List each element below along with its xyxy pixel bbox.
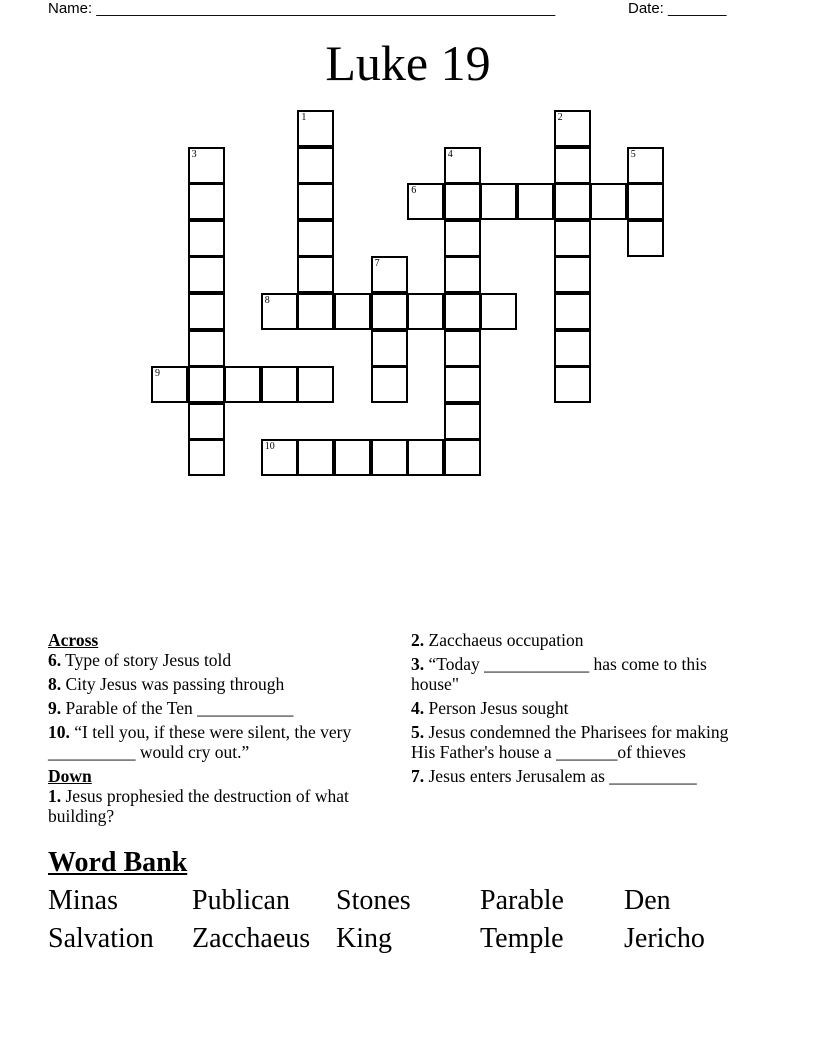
clue-text: Type of story Jesus told (61, 650, 232, 670)
word-bank-word: Den (624, 885, 671, 916)
clue-text: City Jesus was passing through (61, 674, 285, 694)
word-bank-word: Stones (336, 885, 411, 916)
crossword-cell[interactable] (371, 366, 408, 403)
crossword-cell[interactable] (554, 256, 591, 293)
clue-item (411, 698, 751, 718)
crossword-cell[interactable] (151, 366, 188, 403)
crossword-cell[interactable] (554, 293, 591, 330)
crossword-cell[interactable] (480, 293, 517, 330)
word-bank-word: Zacchaeus (192, 923, 311, 954)
clue-text: Jesus enters Jerusalem as __________ (424, 766, 697, 786)
crossword-cell[interactable] (554, 110, 591, 147)
clue-text: Jesus condemned the Pharisees for making His Father's house a _______of thieves (411, 722, 729, 762)
clue-item (48, 698, 368, 718)
crossword-cell[interactable] (261, 439, 298, 476)
crossword-cell[interactable] (371, 256, 408, 293)
down-heading: Down (48, 766, 92, 786)
clue-number-label: 7. (411, 766, 425, 786)
crossword-cell[interactable] (297, 256, 334, 293)
crossword-cell[interactable] (188, 183, 225, 220)
crossword-cell[interactable] (444, 403, 481, 440)
word-bank-word: Parable (480, 885, 564, 916)
clue-number: 2 (557, 112, 563, 123)
crossword-cell[interactable] (297, 147, 334, 184)
crossword-cell[interactable] (444, 256, 481, 293)
clue-text: Jesus prophesied the destruction of what building? (48, 786, 349, 826)
word-bank-word: Minas (48, 885, 118, 916)
clues-right-column (411, 630, 751, 790)
crossword-cell[interactable] (407, 293, 444, 330)
clue-item (411, 766, 751, 786)
crossword-cell[interactable] (554, 147, 591, 184)
crossword-cell[interactable] (554, 330, 591, 367)
crossword-cell[interactable] (188, 256, 225, 293)
crossword-cell[interactable] (297, 439, 334, 476)
crossword-cell[interactable] (188, 220, 225, 257)
clue-number: 8 (264, 295, 270, 306)
crossword-cell[interactable] (444, 439, 481, 476)
clue-item (48, 722, 368, 762)
word-bank-word: King (336, 923, 392, 954)
crossword-cell[interactable] (590, 183, 627, 220)
crossword-cell[interactable] (517, 183, 554, 220)
word-bank-word: Publican (192, 885, 290, 916)
clue-item (48, 674, 368, 694)
crossword-cell[interactable] (188, 330, 225, 367)
clue-item (411, 654, 751, 694)
crossword-cell[interactable] (188, 403, 225, 440)
crossword-cell[interactable] (261, 293, 298, 330)
clue-number-label: 9. (48, 698, 62, 718)
clue-number: 9 (155, 368, 160, 380)
crossword-cell[interactable] (334, 439, 371, 476)
crossword-cell[interactable] (444, 147, 481, 184)
clue-text: Parable of the Ten ___________ (61, 698, 294, 718)
crossword-cell[interactable] (188, 439, 225, 476)
crossword-cell[interactable] (371, 439, 408, 476)
crossword-cell[interactable] (554, 220, 591, 257)
clue-text: Zacchaeus occupation (424, 630, 584, 650)
clue-item (48, 650, 368, 670)
clue-number-label: 10. (48, 722, 70, 742)
date-field-label[interactable]: Date: _______ (628, 0, 727, 17)
clue-number: 6 (411, 185, 417, 197)
crossword-cell[interactable] (554, 183, 591, 220)
clue-number: 7 (374, 258, 380, 270)
page-title: Luke 19 (325, 35, 491, 91)
crossword-cell[interactable] (554, 366, 591, 403)
clue-number-label: 3. (411, 654, 425, 674)
clue-item (411, 722, 751, 762)
clue-number-label: 4. (411, 698, 425, 718)
clue-number-label: 2. (411, 630, 425, 650)
clue-number: 1 (301, 112, 307, 123)
crossword-cell[interactable] (444, 366, 481, 403)
crossword-cell[interactable] (297, 183, 334, 220)
word-bank-title: Word Bank (48, 847, 188, 878)
clue-number: 3 (191, 148, 197, 160)
clue-text: “Today ____________ has come to this house" (411, 654, 707, 694)
crossword-cell[interactable] (334, 293, 371, 330)
crossword-cell[interactable] (444, 330, 481, 367)
crossword-cell[interactable] (297, 220, 334, 257)
word-bank-word: Salvation (48, 923, 154, 954)
clue-text: “I tell you, if these were silent, the very __________ would cry out.” (48, 722, 352, 762)
name-field-label[interactable]: Name: _______________________________________________________ (48, 0, 556, 17)
crossword-cell[interactable] (627, 183, 664, 220)
clue-text: Person Jesus sought (424, 698, 569, 718)
crossword-cell[interactable] (297, 366, 334, 403)
crossword-cell[interactable] (261, 366, 298, 403)
crossword-cell[interactable] (188, 147, 225, 184)
clue-number-label: 8. (48, 674, 62, 694)
crossword-cell[interactable] (297, 293, 334, 330)
crossword-cell[interactable] (480, 183, 517, 220)
clue-number-label: 5. (411, 722, 425, 742)
crossword-cell[interactable] (444, 220, 481, 257)
word-bank-word: Jericho (624, 923, 705, 954)
across-heading: Across (48, 630, 99, 650)
clue-item (48, 786, 368, 826)
crossword-cell[interactable] (407, 183, 444, 220)
crossword-cell[interactable] (224, 366, 261, 403)
crossword-cell[interactable] (407, 439, 444, 476)
crossword-cell[interactable] (297, 110, 334, 147)
clues-left-column (48, 630, 368, 830)
word-bank-word: Temple (480, 923, 564, 954)
crossword-cell[interactable] (444, 183, 481, 220)
crossword-cell[interactable] (444, 293, 481, 330)
crossword-cell[interactable] (188, 366, 225, 403)
crossword-cell[interactable] (188, 293, 225, 330)
clue-number: 4 (447, 148, 453, 160)
crossword-cell[interactable] (371, 330, 408, 367)
crossword-cell[interactable] (627, 147, 664, 184)
clue-number: 10 (264, 441, 275, 453)
crossword-cell[interactable] (627, 220, 664, 257)
clue-number-label: 1. (48, 786, 62, 806)
clue-number-label: 6. (48, 650, 62, 670)
crossword-cell[interactable] (371, 293, 408, 330)
clue-item (411, 630, 751, 650)
clue-number: 5 (630, 148, 636, 160)
